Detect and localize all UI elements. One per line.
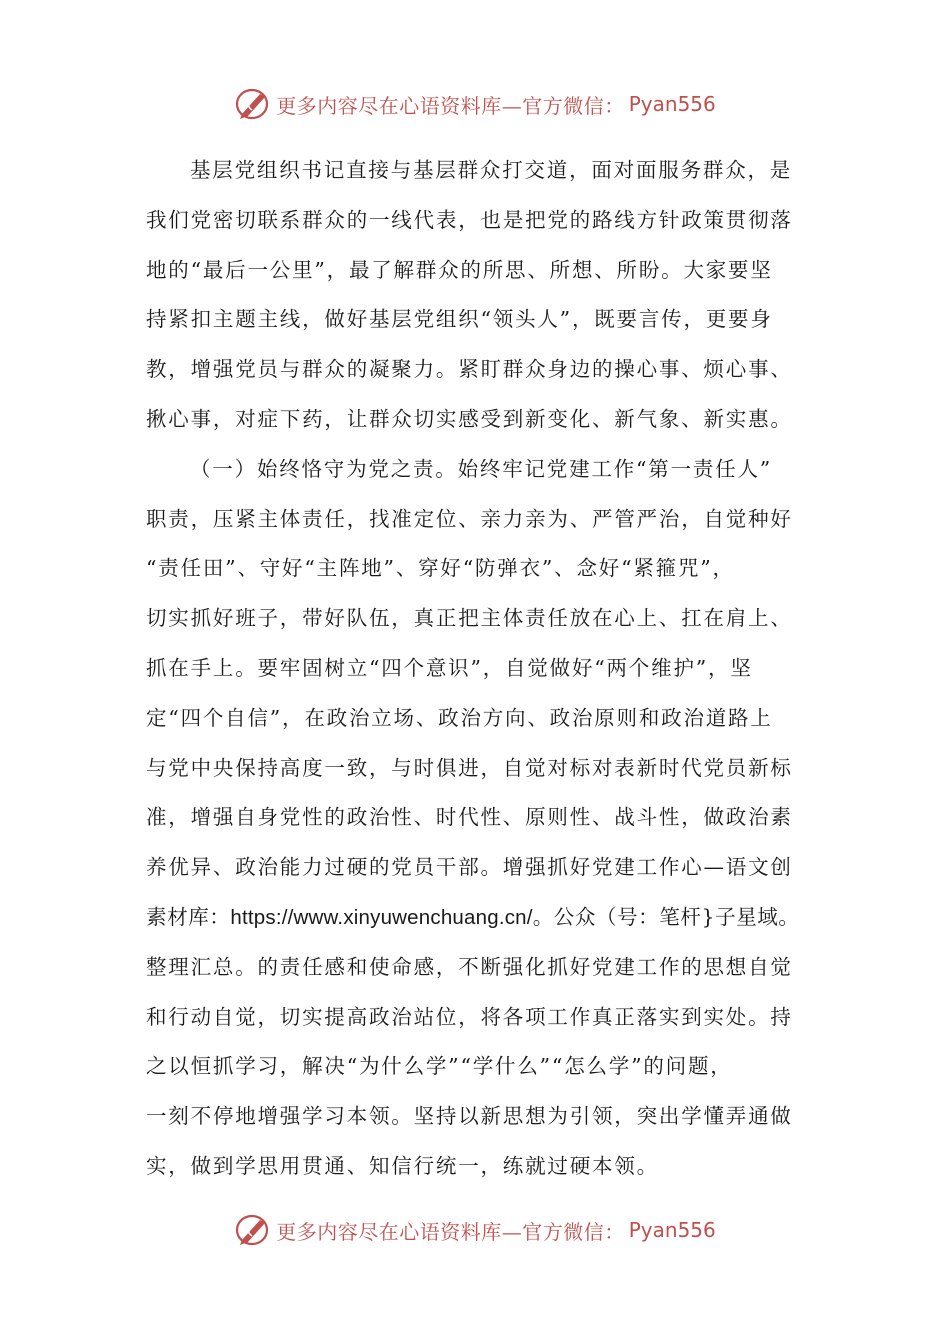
text-line: 揪心事，对症下药，让群众切实感受到新变化、新气象、新实惠。: [146, 406, 793, 431]
text-line: 持紧扣主题主线，做好基层党组织“领头人”，既要言传，更要身: [146, 307, 773, 332]
footer-watermark-banner: [0, 1210, 950, 1250]
line-prefix: 素材库：: [146, 904, 231, 929]
text-line: 教，增强党员与群众的凝聚力。紧盯群众身边的操心事、烦心事、: [146, 357, 793, 382]
text-line: 准，增强自身党性的政治性、时代性、原则性、战斗性，做政治素: [146, 805, 793, 830]
text-line: 定“四个自信”，在政治立场、政治方向、政治原则和政治道路上: [146, 705, 773, 730]
text-line: 基层党组织书记直接与基层群众打交道，面对面服务群众，是: [190, 158, 793, 182]
text-line: 与党中央保持高度一致，与时俱进，自觉对标对表新时代党员新标: [146, 755, 793, 780]
text-line: 地的“最后一公里”，最了解群众的所思、所想、所盼。大家要坚: [146, 257, 773, 282]
document-body: [146, 146, 820, 1192]
text-line: 实，做到学思用贯通、知信行统一，练就过硬本领。: [146, 1153, 659, 1178]
banner-wechat-id: Pyan556: [628, 1218, 716, 1242]
text-line-with-url: [146, 893, 820, 943]
banner-wechat-id: Pyan556: [628, 92, 716, 116]
text-line: （一）始终恪守为党之责。始终牢记党建工作“第一责任人”: [190, 456, 773, 481]
text-line: 整理汇总。的责任感和使命感，不断强化抓好党建工作的思想自觉: [146, 954, 793, 979]
banner-text: 更多内容尽在心语资料库—官方微信：: [276, 1219, 625, 1244]
text-line: 之以恒抓学习，解决“为什么学”“学什么”“怎么学”的问题，: [146, 1054, 733, 1079]
text-line: 和行动自觉，切实提高政治站位，将各项工作真正落实到实处。持: [146, 1004, 793, 1029]
line-suffix: 。公众（号：笔杆}子星域。: [532, 904, 800, 929]
text-line: 一刻不停地增强学习本领。坚持以新思想为引领，突出学懂弄通做: [146, 1104, 793, 1129]
text-line: 切实抓好班子，带好队伍，真正把主体责任放在心上、扛在肩上、: [146, 606, 793, 631]
text-line: 职责，压紧主体责任，找准定位、亲力亲为、严管严治，自觉种好: [146, 506, 793, 531]
text-line: “责任田”、守好“主阵地”、穿好“防弹衣”、念好“紧箍咒”，: [146, 556, 735, 581]
banner-text: 更多内容尽在心语资料库—官方微信：: [276, 93, 625, 118]
text-line: 我们党密切联系群众的一线代表，也是把党的路线方针政策贯彻落: [146, 207, 793, 232]
pen-logo-icon: [234, 1212, 272, 1248]
header-watermark-banner: [0, 84, 950, 124]
text-line: 抓在手上。要牢固树立“四个意识”，自觉做好“两个维护”，坚: [146, 655, 753, 680]
text-line: 养优异、政治能力过硬的党员干部。增强抓好党建工作心—语文创: [146, 855, 793, 880]
pen-logo-icon: [234, 86, 272, 122]
source-url-link[interactable]: https://www.xinyuwenchuang.cn/: [230, 905, 533, 929]
